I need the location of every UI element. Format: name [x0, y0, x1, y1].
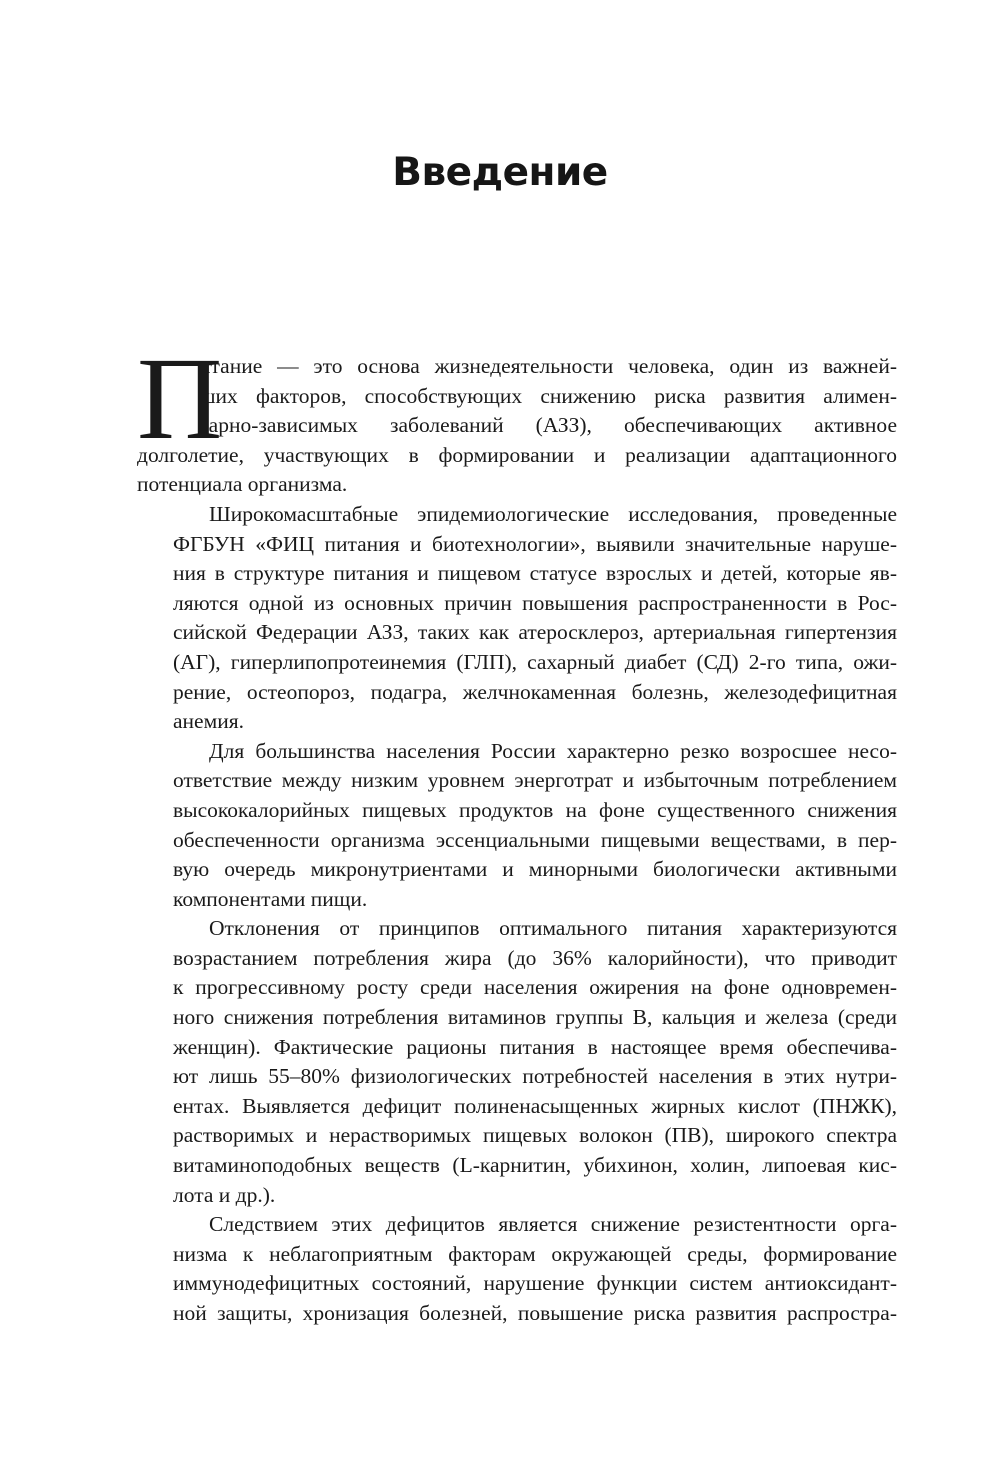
text-line: Отклонения от принципов оптимального питания характеризуются: [209, 916, 897, 941]
text-line: (АГ), гиперлипопротеинемия (ГЛП), сахарный диабет (СД) 2-го типа, ожи-: [173, 649, 897, 674]
text-line: ной защиты, хронизация болезней, повышение риска развития распростра-: [173, 1301, 897, 1325]
text-line: итание — это основа жизнедеятельности человека, один из важней-: [199, 354, 897, 378]
text-line: сийской Федерации АЗЗ, таких как атеросклероз, артериальная гипертензия: [173, 620, 897, 645]
text-line: витаминоподобных веществ (L-карнитин, убихинон, холин, липоевая кис-: [173, 1153, 897, 1178]
text-line: ния в структуре питания и пищевом статусе взрослых и детей, которые яв-: [173, 561, 897, 586]
text-line: ответствие между низким уровнем энерготрат и избыточным потреблением: [173, 768, 897, 793]
text-line: анемия.: [173, 709, 244, 734]
text-line: женщин). Фактические рационы питания в настоящее время обеспечива-: [173, 1034, 897, 1059]
text-line: ФГБУН «ФИЦ питания и биотехнологии», выявили значительные наруше-: [173, 531, 897, 556]
text-line: ентах. Выявляется дефицит полиненасыщенных жирных кислот (ПНЖК),: [173, 1093, 897, 1118]
text-line: высококалорийных пищевых продуктов на фоне существенного снижения: [173, 797, 897, 822]
text-line: иммунодефицитных состояний, нарушение функции систем антиоксидант-: [173, 1271, 897, 1296]
text-line: растворимых и нерастворимых пищевых волокон (ПВ), широкого спектра: [173, 1123, 897, 1148]
text-line: возрастанием потребления жира (до 36% калорийности), что приводит: [173, 945, 897, 970]
paragraph-4: [137, 914, 897, 1210]
text-line: к прогрессивному росту среди населения ожирения на фоне одновремен-: [173, 975, 897, 1000]
text-line: лота и др.).: [173, 1182, 276, 1207]
text-line: вую очередь микронутриентами и минорными биологически активными: [173, 857, 897, 882]
text-line: ляются одной из основных причин повышения распространенности в Рос-: [173, 590, 897, 615]
text-line: ют лишь 55–80% физиологических потребностей населения в этих нутри-: [173, 1064, 897, 1089]
paragraph-3: [137, 737, 897, 915]
chapter-title: Введение: [392, 150, 608, 195]
text-line: компонентами пищи.: [173, 886, 368, 911]
body-text: [137, 333, 897, 1329]
text-line: тарно-зависимых заболеваний (АЗЗ), обеспечивающих активное: [199, 413, 897, 438]
text-line: Широкомасштабные эпидемиологические исследования, проведенные: [209, 501, 897, 526]
paragraph-2: [137, 500, 897, 737]
text-line: Для большинства населения России характерно резко возросшее несо-: [209, 738, 897, 763]
paragraph-1: [137, 333, 897, 500]
text-line: рение, остеопороз, подагра, желчнокаменная болезнь, железодефицитная: [173, 679, 897, 704]
text-line: потенциала организма.: [137, 472, 348, 497]
paragraph-5: [137, 1210, 897, 1328]
drop-cap: П: [137, 333, 223, 464]
text-line: ших факторов, способствующих снижению риска развития алимен-: [199, 383, 897, 408]
text-line: ного снижения потребления витаминов группы В, кальция и железа (среди: [173, 1005, 897, 1030]
text-line: долголетие, участвующих в формировании и реализации адаптационного: [137, 442, 897, 467]
text-line: обеспеченности организма эссенциальными пищевыми веществами, в пер-: [173, 827, 897, 852]
text-line: низма к неблагоприятным факторам окружающей среды, формирование: [173, 1241, 897, 1266]
text-line: Следствием этих дефицитов является снижение резистентности орга-: [209, 1212, 897, 1237]
